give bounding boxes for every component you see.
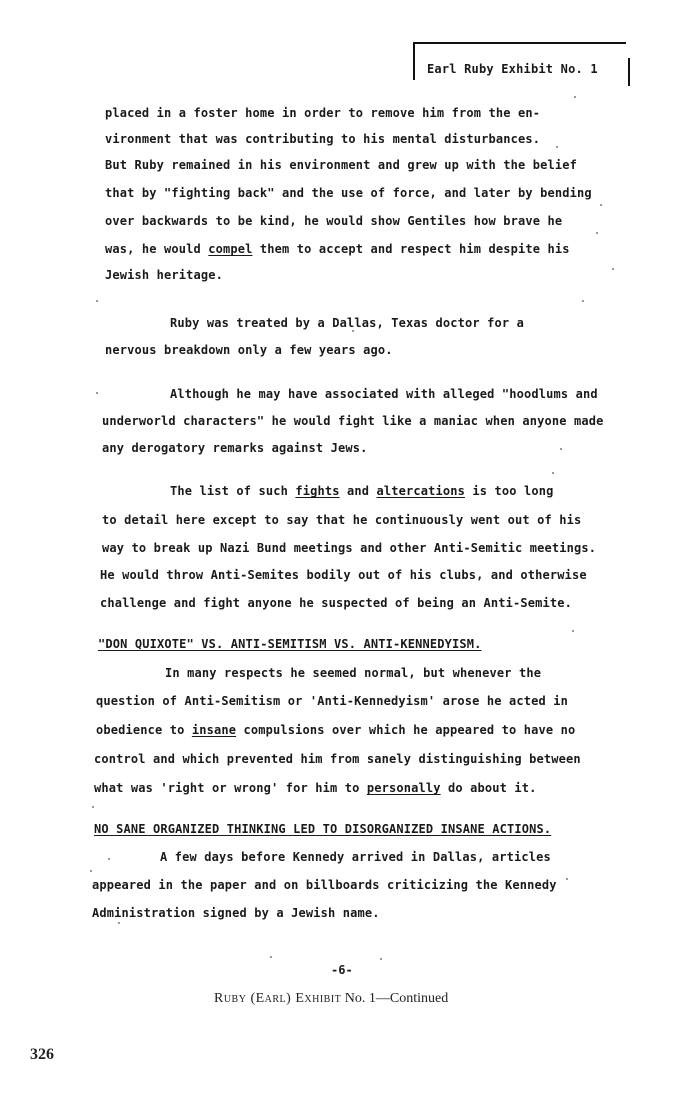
text-line <box>94 781 537 795</box>
text-line: vironment that was contributing to his mental disturbances. <box>105 132 541 146</box>
text-segment: compulsions over which he appeared to have no <box>236 723 576 737</box>
underlined-word: compel <box>208 242 253 256</box>
scan-speck <box>118 922 120 924</box>
underlined-word: insane <box>191 723 237 737</box>
text-line: Jewish heritage. <box>105 268 223 282</box>
text-segment: them to accept and respect him despite his <box>252 242 570 256</box>
scan-speck <box>556 146 558 148</box>
typed-page-number: -6- <box>331 963 353 977</box>
text-line: He would throw Anti-Semites bodily out of his clubs, and otherwise <box>100 568 587 582</box>
scan-speck <box>270 956 272 958</box>
scan-speck <box>96 392 98 394</box>
text-line: to detail here except to say that he continuously went out of his <box>102 513 582 527</box>
exhibit-label: Earl Ruby Exhibit No. 1 <box>427 62 598 76</box>
text-line: A few days before Kennedy arrived in Dallas, articles <box>160 850 551 864</box>
text-line: Administration signed by a Jewish name. <box>92 906 380 920</box>
scan-speck <box>96 300 98 302</box>
scan-speck <box>572 630 574 632</box>
caption-rest: No. 1—Continued <box>344 991 449 1006</box>
scan-speck <box>108 858 110 860</box>
text-line <box>96 723 575 737</box>
text-line <box>170 484 554 498</box>
text-line: challenge and fight anyone he suspected of being an Anti-Semite. <box>100 596 572 610</box>
book-page-number: 326 <box>30 1046 54 1063</box>
scan-speck <box>596 232 598 234</box>
text-segment: and <box>339 484 377 498</box>
text-line: control and which prevented him from sanely distinguishing between <box>94 752 581 766</box>
scan-speck <box>612 268 614 270</box>
text-line <box>105 242 570 256</box>
exhibit-stamp-box <box>413 42 626 80</box>
underlined-word: personally <box>366 781 441 795</box>
text-line: any derogatory remarks against Jews. <box>102 441 368 455</box>
section-heading: "DON QUIXOTE" VS. ANTI-SEMITISM VS. ANTI-KENNEDYISM. <box>98 637 482 651</box>
text-line: nervous breakdown only a few years ago. <box>105 343 393 357</box>
scan-speck <box>552 472 554 474</box>
scan-speck <box>90 870 92 872</box>
text-line: Although he may have associated with alleged "hoodlums and <box>170 387 598 401</box>
text-segment: was, he would <box>105 242 209 256</box>
text-line: over backwards to be kind, he would show Gentiles how brave he <box>105 214 563 228</box>
underlined-word: altercations <box>376 484 465 498</box>
text-line: In many respects he seemed normal, but whenever the <box>165 666 542 680</box>
scan-speck <box>352 330 354 332</box>
exhibit-stamp-bar <box>628 58 630 86</box>
text-line: that by "fighting back" and the use of force, and later by bending <box>105 186 592 200</box>
text-segment: The list of such <box>170 484 296 498</box>
text-line: appeared in the paper and on billboards criticizing the Kennedy <box>92 878 557 892</box>
text-segment: what was 'right or wrong' for him to <box>94 781 367 795</box>
text-line: question of Anti-Semitism or 'Anti-Kennedyism' arose he acted in <box>96 694 568 708</box>
scan-speck <box>380 958 382 960</box>
scan-speck <box>582 300 584 302</box>
text-segment: obedience to <box>96 723 192 737</box>
scan-speck <box>566 878 568 880</box>
scan-speck <box>574 96 576 98</box>
caption-name: Ruby (Earl) Exhibit <box>214 991 342 1006</box>
exhibit-caption <box>214 991 448 1007</box>
scan-speck <box>560 448 562 450</box>
underlined-word: fights <box>295 484 340 498</box>
text-segment: do about it. <box>440 781 537 795</box>
text-line: Ruby was treated by a Dallas, Texas doctor for a <box>170 316 524 330</box>
text-line: underworld characters" he would fight like a maniac when anyone made <box>102 414 604 428</box>
text-segment: is too long <box>465 484 554 498</box>
scan-speck <box>600 204 602 206</box>
section-heading: NO SANE ORGANIZED THINKING LED TO DISORGANIZED INSANE ACTIONS. <box>94 822 552 836</box>
text-line: way to break up Nazi Bund meetings and other Anti-Semitic meetings. <box>102 541 597 555</box>
scan-speck <box>92 806 94 808</box>
text-line: But Ruby remained in his environment and grew up with the belief <box>105 158 577 172</box>
text-line: placed in a foster home in order to remove him from the en- <box>105 106 541 120</box>
